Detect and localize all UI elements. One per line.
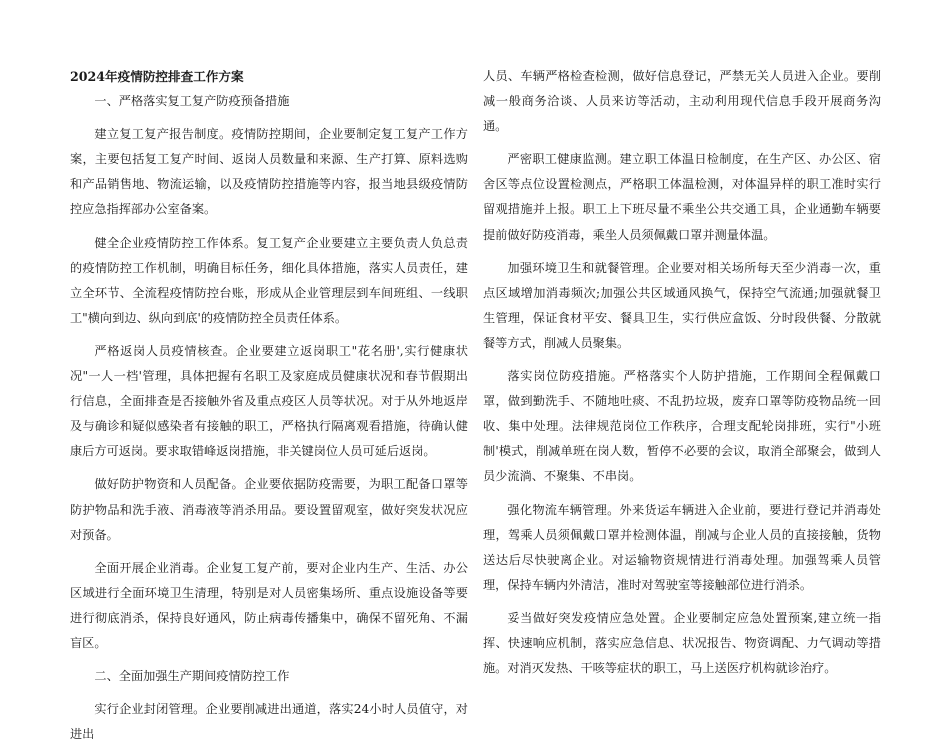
paragraph: 全面开展企业消毒。企业复工复产前，要对企业内生产、生活、办公区域进行全面环境卫生清理，特别是对人员密集场所、重点设施设备等要进行彻底消杀，保持良好通风，防止病毒传播集中，确保不留死角、不漏盲区。 bbox=[70, 560, 468, 650]
paragraph: 妥当做好突发疫情应急处置。企业要制定应急处置预案,建立统一指挥、快速响应机制，落实应急信息、状况报告、物资调配、力气调动等措施。对消灭发热、干咳等症状的职工，马上送医疗机构就诊治疗。 bbox=[483, 610, 881, 676]
document-title: 2024年疫情防控排查工作方案 bbox=[70, 69, 244, 84]
paragraph: 健全企业疫情防控工作体系。复工复产企业要建立主要负责人负总责的疫情防控工作机制，明确目标任务，细化具体措施，落实人员责任，建立全环节、全流程疫情防控台账，形成从企业管理层到车间班组、一线职工"横向到边、纵向到底'的疫情防控全员责任体系。 bbox=[70, 235, 468, 325]
section-heading: 一、严格落实复工复产防疫预备措施 bbox=[94, 94, 290, 109]
paragraph: 建立复工复产报告制度。疫情防控期间，企业要制定复工复产工作方案，主要包括复工复产时间、返岗人员数量和来源、生产打算、原料选购和产品销售地、物流运输，以及疫情防控措施等内容，报当地县级疫情防控应急指挥部办公室备案。 bbox=[70, 127, 468, 217]
paragraph: 落实岗位防疫措施。严格落实个人防护措施，工作期间全程佩戴口罩，做到勤洗手、不随地吐痰、不乱扔垃圾，废弃口罩等防疫物品统一回收、集中处理。法律规范岗位工作秩序，合理支配轮岗排班，实行"小班制'模式，削减单班在岗人数，暂停不必要的会议，取消全部聚会，做到人员少流淌、不聚集、不串岗。 bbox=[483, 369, 881, 484]
paragraph: 做好防护物资和人员配备。企业要依据防疫需要，为职工配备口罩等防护物品和洗手液、消毒液等消杀用品。要设置留观室，做好突发状况应对预备。 bbox=[70, 477, 468, 542]
left-column bbox=[70, 64, 468, 755]
paragraph: 严密职工健康监测。建立职工体温日检制度，在生产区、办公区、宿舍区等点位设置检测点，严格职工体温检测，对体温异样的职工准时实行留观措施并上报。职工上下班尽量不乘坐公共交通工具，企业通勤车辆要提前做好防疫消毒，乘坐人员须佩戴口罩并测量体温。 bbox=[483, 152, 881, 242]
paragraph: 强化物流车辆管理。外来货运车辆进入企业前，要进行登记并消毒处理，驾乘人员须佩戴口罩并检测体温，削减与企业人员的直接接触，货物送达后尽快驶离企业。对运输物资规情进行消毒处理。加强驾乘人员管理，保持车辆内外清洁，准时对驾驶室等接触部位进行消杀。 bbox=[483, 502, 881, 592]
section-heading: 二、全面加强生产期间疫情防控工作 bbox=[94, 669, 290, 684]
paragraph-continuation: 人员、车辆严格检查检测，做好信息登记，严禁无关人员进入企业。要削减一般商务洽谈、人员来访等活动，主动利用现代信息手段开展商务沟通。 bbox=[483, 69, 881, 134]
paragraph: 严格返岗人员疫情核查。企业要建立返岗职工"花名册',实行健康状况"一人一档'管理，具体把握有名职工及家庭成员健康状况和春节假期出行信息，全面排查是否接触外省及重点疫区人员等状况。对于从外地返岸及与确诊和疑似感染者有接触的职工，严格执行隔离观看措施，待确认健康后方可返岗。要求取错峰返岗措施，非关键岗位人员可延后返岗。 bbox=[70, 343, 468, 459]
paragraph: 加强环境卫生和就餐管理。企业要对相关场所每天至少消毒一次，重点区域增加消毒频次;加强公共区域通风换气，保持空气流通;加强就餐卫生管理，保证食材平安、餐具卫生，实行供应盒饭、分时段供餐、分散就餐等方式，削减人员聚集。 bbox=[483, 260, 881, 350]
paragraph: 实行企业封闭管理。企业要削减进出通道，落实24小时人员值守，对进出 bbox=[70, 702, 468, 742]
right-column bbox=[483, 64, 881, 689]
